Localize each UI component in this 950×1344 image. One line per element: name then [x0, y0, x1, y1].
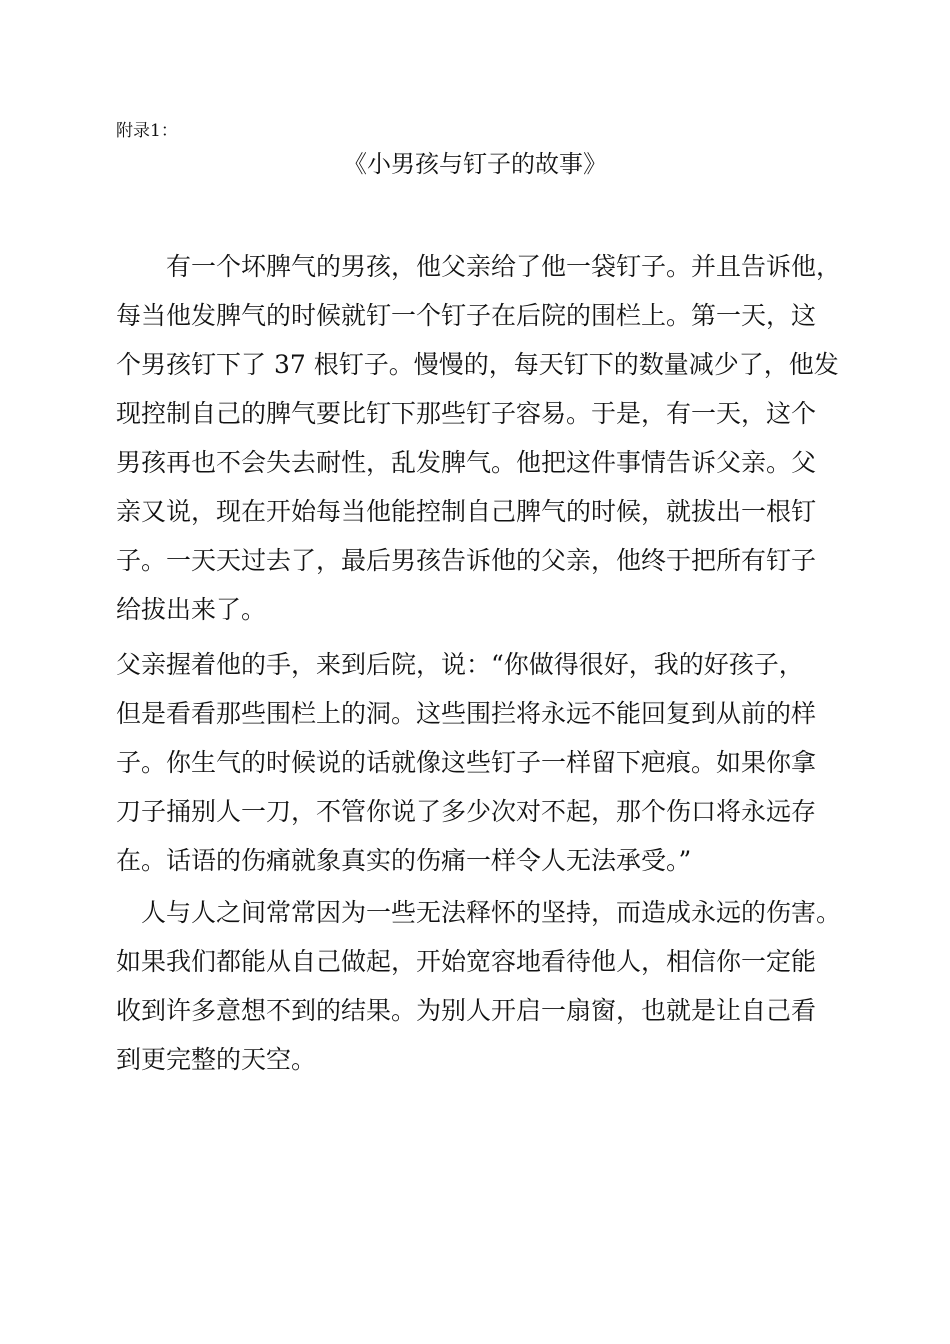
text-line: 刀子捅别人一刀，不管你说了多少次对不起，那个伤口将永远存 — [116, 797, 817, 826]
text-line: 子。一天天过去了，最后男孩告诉他的父亲，他终于把所有钉子 — [116, 546, 817, 575]
text-line: 每当他发脾气的时候就钉一个钉子在后院的围栏上。第一天，这 — [116, 301, 817, 330]
text-line: 父亲握着他的手，来到后院，说：“你做得很好，我的好孩子， — [116, 650, 804, 679]
text-line: 个男孩钉下了 37 根钉子。慢慢的，每天钉下的数量减少了，他发 — [116, 350, 839, 379]
document-title: 《小男孩与钉子的故事》 — [343, 150, 607, 178]
text-line: 收到许多意想不到的结果。为别人开启一扇窗，也就是让自己看 — [116, 996, 817, 1025]
appendix-label: 附录1： — [116, 121, 178, 141]
text-line: 男孩再也不会失去耐性，乱发脾气。他把这件事情告诉父亲。父 — [116, 448, 817, 477]
text-line: 有一个坏脾气的男孩，他父亲给了他一袋钉子。并且告诉他， — [116, 252, 842, 281]
text-line: 子。你生气的时候说的话就像这些钉子一样留下疤痕。如果你拿 — [116, 748, 817, 777]
text-line: 现控制自己的脾气要比钉下那些钉子容易。于是，有一天，这个 — [116, 399, 817, 428]
paragraph-2 — [116, 640, 846, 885]
text-line: 如果我们都能从自己做起，开始宽容地看待他人，相信你一定能 — [116, 947, 817, 976]
text-line: 亲又说，现在开始每当他能控制自己脾气的时候，就拔出一根钉 — [116, 497, 817, 526]
text-line: 但是看看那些围栏上的洞。这些围拦将永远不能回复到从前的样 — [116, 699, 817, 728]
text-line: 在。话语的伤痛就象真实的伤痛一样令人无法承受。” — [116, 846, 692, 875]
paragraph-1 — [116, 242, 846, 634]
paragraph-3 — [116, 888, 846, 1084]
text-line: 人与人之间常常因为一些无法释怀的坚持，而造成永远的伤害。 — [116, 898, 842, 927]
text-line: 给拔出来了。 — [116, 595, 267, 624]
text-line: 到更完整的天空。 — [116, 1045, 317, 1074]
